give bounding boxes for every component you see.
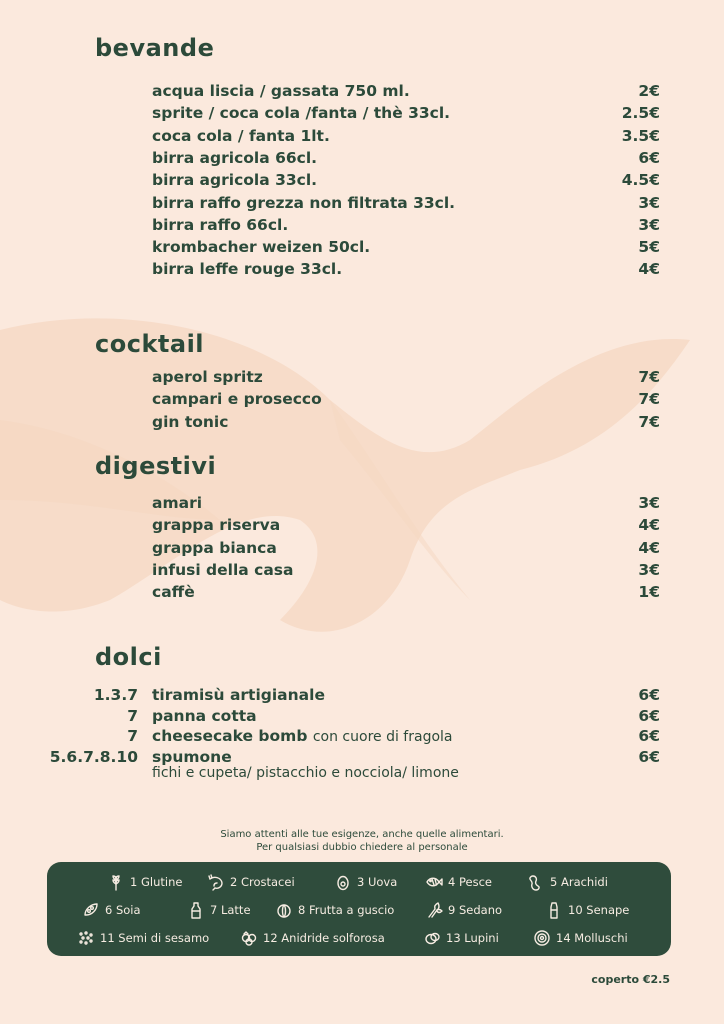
item-name-text: krombacher weizen 50cl. xyxy=(152,238,371,257)
allergen-codes: 7 xyxy=(127,706,138,725)
item-name xyxy=(152,192,455,214)
item-name-text: birra raffo grezza non filtrata 33cl. xyxy=(152,193,456,212)
item-name-text: birra agricola 66cl. xyxy=(152,148,318,167)
item-price: 1€ xyxy=(638,583,660,602)
item-name-text: birra leffe rouge 33cl. xyxy=(152,260,343,279)
item-name xyxy=(152,537,277,559)
menu-item xyxy=(152,388,660,410)
allergen-item xyxy=(240,928,385,948)
lupin-icon xyxy=(423,929,441,947)
menu-item xyxy=(152,102,660,124)
allergen-label: 11 Semi di sesamo xyxy=(100,931,210,945)
item-name-text: panna cotta xyxy=(152,706,257,725)
item-name xyxy=(152,684,325,706)
menu-item xyxy=(152,366,660,388)
item-price: 4€ xyxy=(638,516,660,535)
dietary-notice xyxy=(0,828,724,854)
allergen-item xyxy=(207,872,295,892)
allergen-label: 12 Anidride solforosa xyxy=(263,931,385,945)
item-name-text: aperol spritz xyxy=(152,368,263,386)
celery-icon xyxy=(425,901,443,919)
item-name xyxy=(152,169,317,191)
shrimp-icon xyxy=(207,873,225,891)
menu-item xyxy=(127,705,660,727)
item-name-text: tiramisù artigianale xyxy=(152,686,325,704)
item-price: 2.5€ xyxy=(621,104,660,123)
item-name xyxy=(152,388,322,410)
section-title-bevande: bevande xyxy=(95,34,215,62)
item-name xyxy=(152,214,288,236)
sulphite-icon xyxy=(240,929,258,947)
item-name-text: caffè xyxy=(152,583,195,602)
allergen-label: 9 Sedano xyxy=(448,903,503,917)
item-name-text: acqua liscia / gassata 750 ml. xyxy=(152,82,410,100)
item-name-text: birra agricola 33cl. xyxy=(152,171,318,190)
menu-item xyxy=(152,80,660,102)
menu-item xyxy=(152,214,660,236)
allergen-item xyxy=(425,872,492,892)
item-name xyxy=(152,366,263,388)
item-name-text: amari xyxy=(152,494,203,512)
allergen-codes: 1.3.7 xyxy=(93,686,138,704)
item-name xyxy=(152,80,410,102)
menu-item xyxy=(152,258,660,280)
nut-icon xyxy=(275,901,293,919)
menu-item xyxy=(152,147,660,169)
menu-item xyxy=(127,725,660,747)
item-price: 3.5€ xyxy=(621,126,660,145)
allergen-label: 6 Soia xyxy=(105,903,141,917)
item-price: 6€ xyxy=(638,727,660,745)
dietary-notice-line-1: Siamo attenti alle tue esigenze, anche quelle alimentari. xyxy=(220,829,504,840)
menu-item xyxy=(152,236,660,258)
item-name xyxy=(152,514,280,536)
menu-item xyxy=(152,559,660,581)
item-price: 6€ xyxy=(638,686,660,704)
item-name-text: spumone xyxy=(152,747,232,766)
item-description: con cuore di fragola xyxy=(312,729,453,745)
item-price: 4.5€ xyxy=(621,171,660,190)
item-name xyxy=(152,559,293,581)
item-price: 3€ xyxy=(638,494,660,512)
menu-item xyxy=(93,684,660,706)
item-price: 4€ xyxy=(638,260,660,279)
allergen-item xyxy=(334,872,397,892)
allergen-item xyxy=(533,928,628,948)
section-title-digestivi: digestivi xyxy=(95,452,217,480)
allergen-label: 8 Frutta a guscio xyxy=(298,903,395,917)
allergen-item xyxy=(82,900,141,920)
item-price: 3€ xyxy=(638,215,660,234)
item-name-text: campari e prosecco xyxy=(152,390,322,409)
item-name-text: cheesecake bomb xyxy=(152,727,308,745)
allergen-item xyxy=(527,872,608,892)
item-name xyxy=(152,581,195,603)
item-price: 3€ xyxy=(638,193,660,212)
item-name xyxy=(152,705,257,727)
allergen-label: 4 Pesce xyxy=(448,875,492,889)
dietary-notice-line-2: Per qualsiasi dubbio chiedere al personale xyxy=(256,842,468,853)
item-name-text: coca cola / fanta 1lt. xyxy=(152,126,330,145)
allergen-label: 5 Arachidi xyxy=(550,875,608,889)
item-name-text: sprite / coca cola /fanta / thè 33cl. xyxy=(152,104,451,123)
item-name xyxy=(152,236,370,258)
allergen-label: 7 Latte xyxy=(210,903,251,917)
item-price: 7€ xyxy=(638,412,660,431)
allergen-item xyxy=(545,900,629,920)
allergen-label: 13 Lupini xyxy=(446,931,499,945)
allergen-item xyxy=(107,872,182,892)
menu-item xyxy=(152,581,660,603)
wheat-icon xyxy=(107,873,125,891)
allergen-codes: 7 xyxy=(127,727,138,745)
allergen-codes: 5.6.7.8.10 xyxy=(49,747,138,766)
allergen-item xyxy=(423,928,499,948)
item-name-text: grappa riserva xyxy=(152,516,281,535)
item-price: 2€ xyxy=(638,82,660,100)
allergen-item xyxy=(425,900,502,920)
mustard-icon xyxy=(545,901,563,919)
cover-charge: coperto €2.5 xyxy=(591,973,670,986)
allergen-item xyxy=(275,900,394,920)
spumone-flavours-note: fichi e cupeta/ pistacchio e nocciola/ limone xyxy=(152,765,459,781)
item-price: 3€ xyxy=(638,560,660,579)
item-price: 6€ xyxy=(638,747,660,766)
menu-item xyxy=(152,537,660,559)
soy-icon xyxy=(82,901,100,919)
item-name xyxy=(152,258,342,280)
allergen-label: 1 Glutine xyxy=(130,875,183,889)
item-name-text: infusi della casa xyxy=(152,560,294,579)
menu-item xyxy=(152,492,660,514)
allergen-label: 14 Molluschi xyxy=(556,931,628,945)
allergen-label: 2 Crostacei xyxy=(230,875,295,889)
menu-item xyxy=(152,125,660,147)
allergen-label: 3 Uova xyxy=(357,875,398,889)
item-name-text: birra raffo 66cl. xyxy=(152,215,289,234)
mollusc-icon xyxy=(533,929,551,947)
allergen-label: 10 Senape xyxy=(568,903,630,917)
section-title-dolci: dolci xyxy=(95,643,162,671)
item-price: 7€ xyxy=(638,368,660,386)
allergen-item xyxy=(187,900,251,920)
section-title-cocktail: cocktail xyxy=(95,330,205,358)
item-name-text: grappa bianca xyxy=(152,538,277,557)
menu-item xyxy=(152,192,660,214)
item-price: 4€ xyxy=(638,538,660,557)
milk-icon xyxy=(187,901,205,919)
item-name xyxy=(152,102,450,124)
item-name xyxy=(152,492,202,514)
menu-item xyxy=(152,411,660,433)
item-price: 7€ xyxy=(638,390,660,409)
fish-icon xyxy=(425,873,443,891)
allergen-legend-panel xyxy=(47,862,671,956)
item-price: 5€ xyxy=(638,238,660,257)
item-price: 6€ xyxy=(638,148,660,167)
sesame-icon xyxy=(77,929,95,947)
menu-item xyxy=(152,169,660,191)
allergen-item xyxy=(77,928,209,948)
item-price: 6€ xyxy=(638,706,660,725)
item-name xyxy=(152,411,228,433)
item-name xyxy=(152,125,330,147)
item-name xyxy=(152,147,317,169)
egg-icon xyxy=(334,873,352,891)
peanut-icon xyxy=(527,873,545,891)
item-name-text: gin tonic xyxy=(152,412,229,431)
menu-item xyxy=(152,514,660,536)
